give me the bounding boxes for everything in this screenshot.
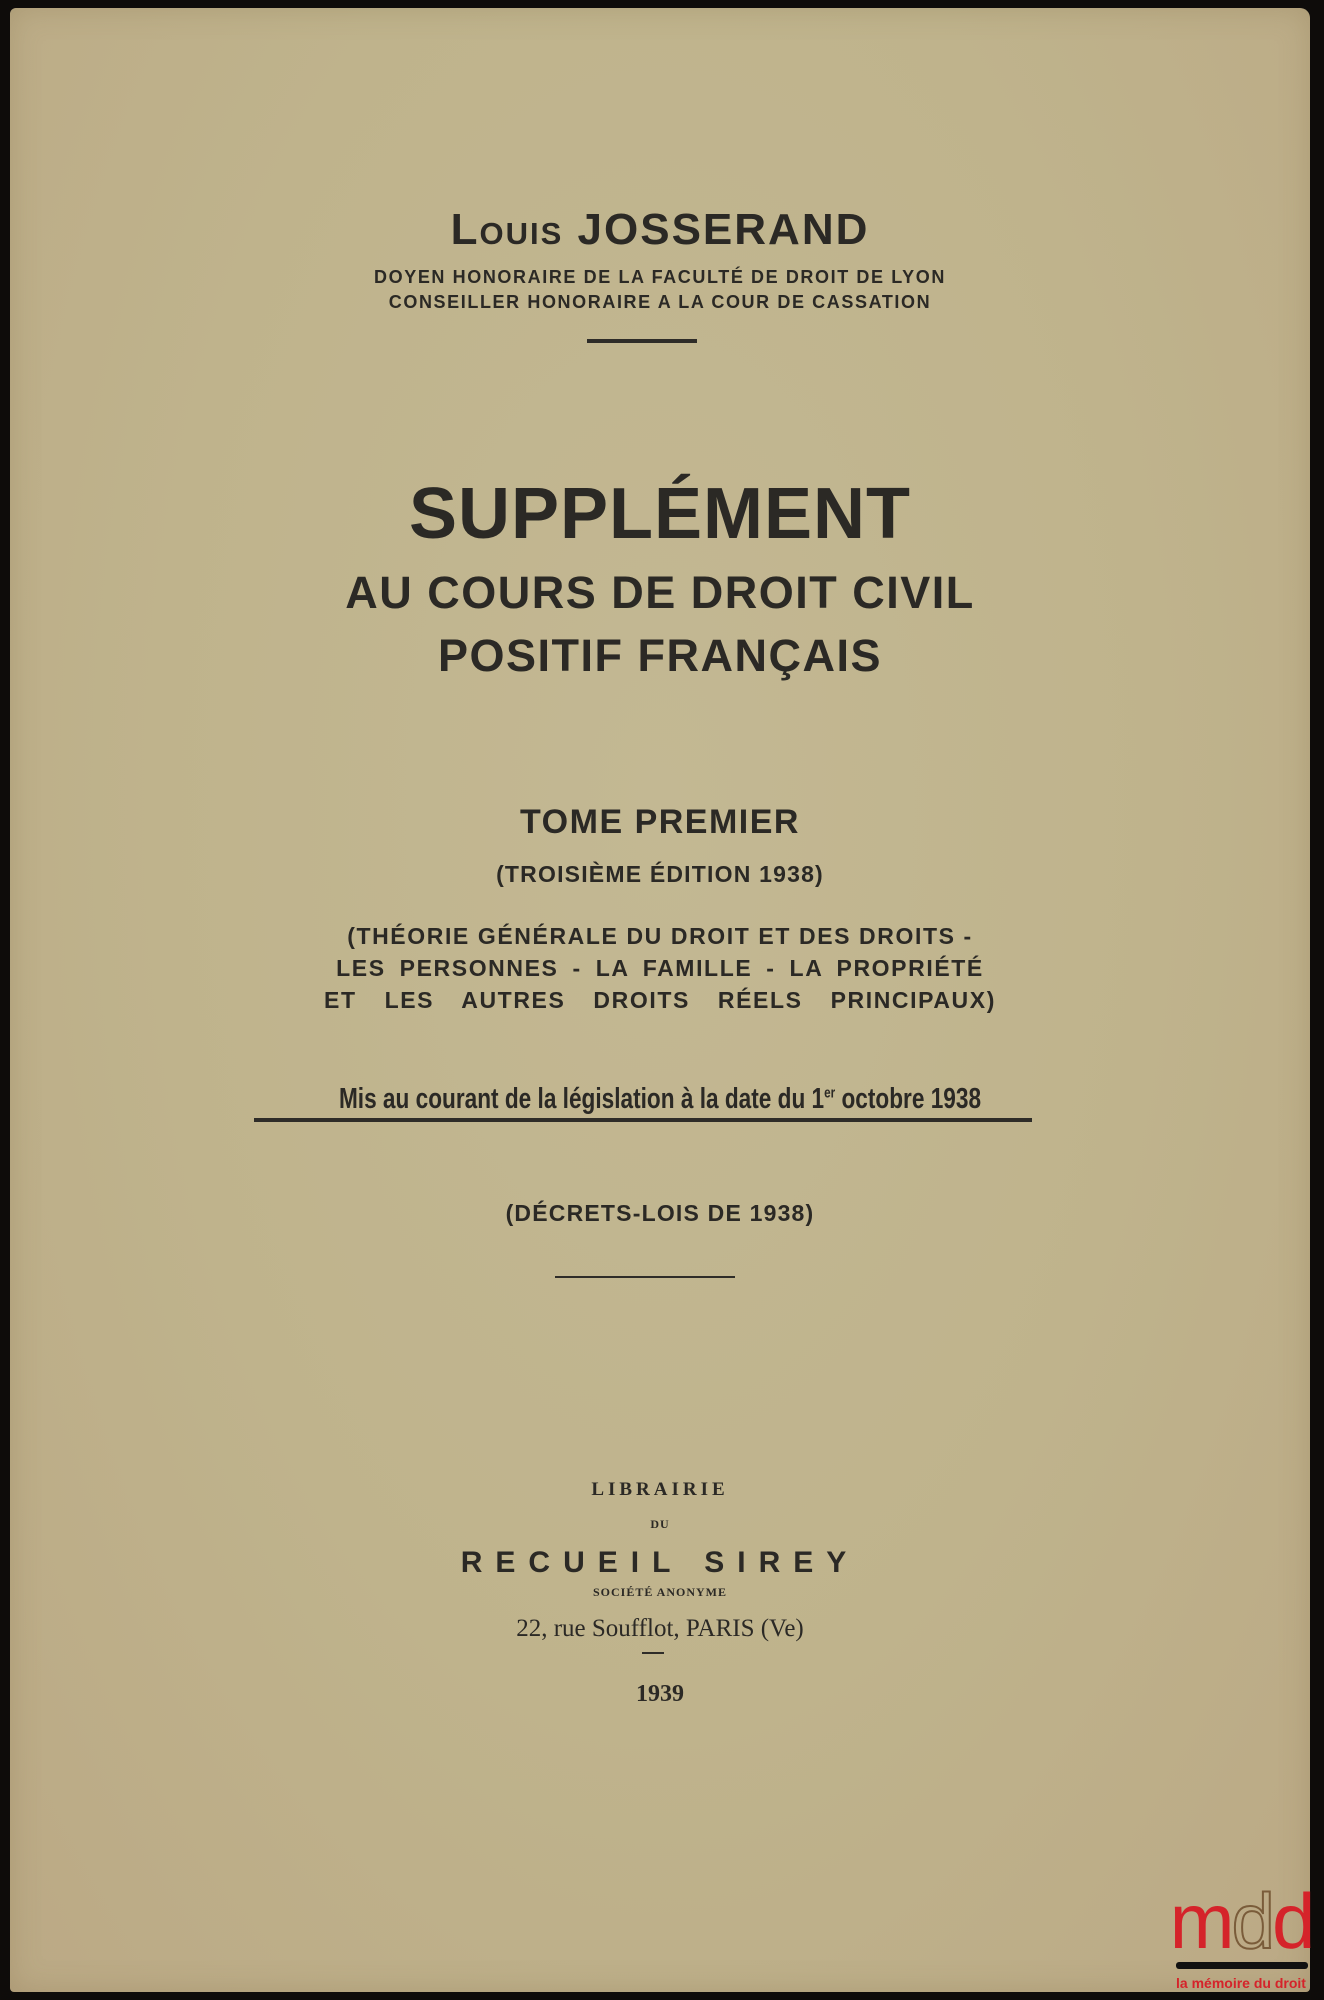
author-last-name: JOSSERAND — [577, 205, 870, 254]
logo-tagline: la mémoire du droit — [1176, 1975, 1306, 1991]
publisher-du: DU — [650, 1517, 670, 1531]
author-name — [10, 205, 1310, 254]
update-note-underline — [254, 1118, 1032, 1122]
update-note-text: Mis au courant de la législation à la date du 1 — [338, 1083, 825, 1115]
decrets-label: (DÉCRETS-LOIS DE 1938) — [505, 1200, 815, 1226]
publisher-name: RECUEIL SIREY — [460, 1546, 860, 1579]
update-note-date: octobre 1938 — [835, 1083, 982, 1115]
logo-letter-m: m — [1169, 1877, 1232, 1965]
mdd-logo-mark — [1166, 1877, 1316, 1965]
edition-label: (TROISIÈME ÉDITION 1938) — [496, 861, 824, 887]
book-cover-page — [10, 8, 1313, 1992]
divider-rule-middle — [555, 1276, 735, 1278]
mdd-watermark-logo — [1166, 1877, 1316, 1994]
publisher-librairie: LIBRAIRIE — [591, 1479, 729, 1500]
author-title-2: CONSEILLER HONORAIRE A LA COUR DE CASSATION — [388, 292, 932, 312]
contents-line-1: (THÉORIE GÉNÉRALE DU DROIT ET DES DROITS - — [347, 923, 973, 949]
update-note — [153, 1085, 1167, 1114]
publisher-address: 22, rue Soufflot, PARIS (Ve) — [516, 1615, 804, 1642]
book-subtitle-line-1: AU COURS DE DROIT CIVIL — [345, 567, 975, 618]
publication-year: 1939 — [636, 1681, 684, 1707]
author-first-name: Louis — [450, 205, 564, 254]
author-title-1: DOYEN HONORAIRE DE LA FACULTÉ DE DROIT DE LYON — [374, 267, 946, 287]
update-note-superscript: er — [824, 1084, 836, 1102]
contents-line-3: ET LES AUTRES DROITS RÉELS PRINCIPAUX) — [324, 987, 996, 1013]
logo-letter-d-outline: d — [1231, 1877, 1272, 1965]
logo-letter-d: d — [1271, 1877, 1313, 1965]
divider-rule-top — [587, 339, 697, 343]
book-subtitle-line-2: POSITIF FRANÇAIS — [437, 630, 882, 681]
contents-line-2: LES PERSONNES - LA FAMILLE - LA PROPRIÉTÉ — [336, 955, 984, 981]
book-title: SUPPLÉMENT — [408, 474, 912, 554]
volume-label: TOME PREMIER — [520, 803, 800, 841]
divider-dash — [642, 1652, 664, 1654]
publisher-type: SOCIÉTÉ ANONYME — [592, 1585, 728, 1599]
